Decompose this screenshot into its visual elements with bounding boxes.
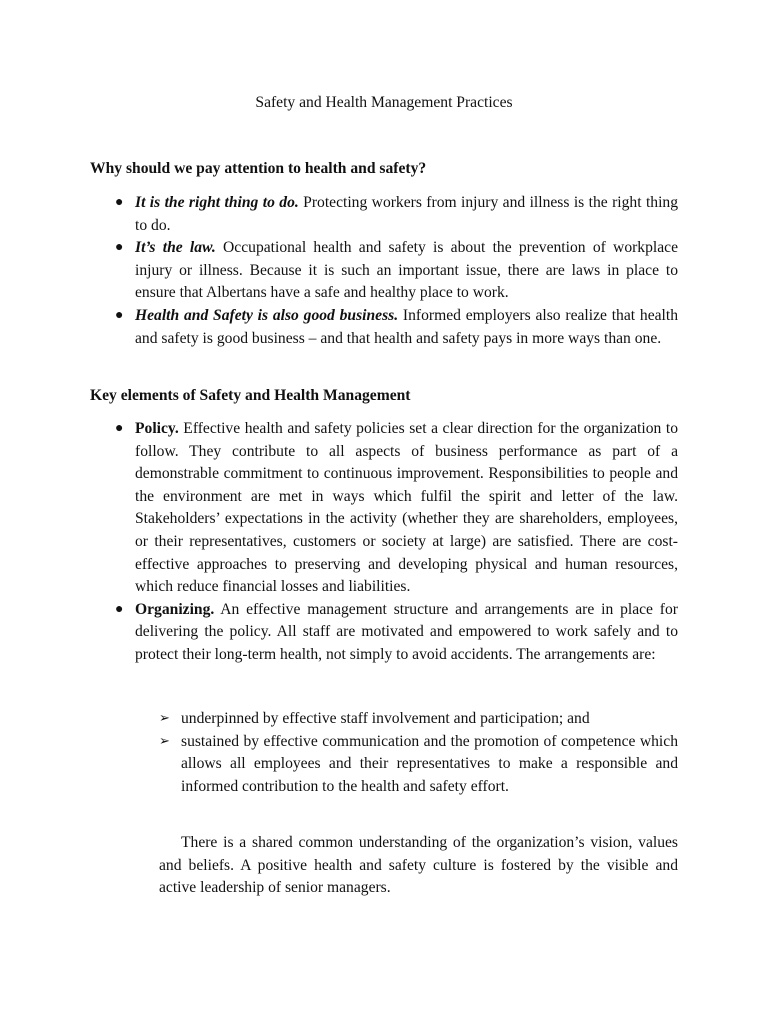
item-text: An effective management structure and arrangements are in place for delivering the policy. All staff are motivated and empowered to work safely and to protect their long-term health, not simply to avoid accidents. The arrangements are:: [135, 600, 678, 663]
arrangements-list: [159, 708, 678, 798]
sub-list-item: [159, 731, 678, 799]
section-heading-key-elements: Key elements of Safety and Health Management: [90, 387, 411, 404]
item-lead: It is the right thing to do.: [135, 194, 299, 211]
why-list: [115, 192, 679, 350]
list-item: [115, 237, 679, 305]
document-title: Safety and Health Management Practices: [255, 94, 513, 111]
culture-paragraph: There is a shared common understanding of the organization’s vision, values and beliefs. A positive health and safety culture is fostered by the visible and active leadership of senior managers.: [159, 834, 678, 897]
bullet-icon: ●: [115, 421, 124, 436]
item-lead: Policy.: [135, 420, 179, 437]
item-lead: Health and Safety is also good business.: [135, 306, 399, 324]
bullet-icon: ●: [115, 307, 124, 323]
arrow-bullet-icon: ➢: [159, 733, 170, 749]
sub-item-text: sustained by effective communication and the promotion of competence which allows all employees and their representatives to make a responsible and informed contribution to the health and safety effort.: [181, 732, 678, 795]
list-item: [115, 305, 678, 350]
bullet-icon: ●: [115, 240, 124, 256]
item-lead: Organizing.: [135, 600, 215, 618]
item-text: Occupational health and safety is about the prevention of workplace injury or illness. Because it is such an important issue, there are laws in place to ensure that Albertans have a safe and healthy place to work.: [135, 239, 679, 302]
section-heading-why: Why should we pay attention to health and safety?: [90, 160, 427, 177]
item-text: Protecting workers from injury and illness is the right thing to do.: [135, 194, 679, 234]
item-lead: It’s the law.: [135, 239, 216, 257]
bullet-icon: ●: [115, 601, 124, 617]
item-text: Informed employers also realize that health and safety is good business – and that health and safety pays in more ways than one.: [135, 306, 678, 347]
bullet-icon: ●: [115, 195, 124, 210]
list-item: [115, 599, 678, 667]
key-elements-list: [115, 418, 678, 667]
sub-item-text: underpinned by effective staff involvement and participation; and: [181, 710, 590, 727]
arrow-bullet-icon: ➢: [159, 711, 170, 726]
sub-list-item: [159, 708, 678, 731]
list-item: [115, 418, 678, 599]
item-text: Effective health and safety policies set a clear direction for the organization to follow. They contribute to all aspects of business performance as part of a demonstrable commitment to continuous improvement. Responsibilities to people and the environment are met in ways which fulfil the spirit and letter of the law. Stakeholders’ expectations in the activity (whether they are shareholders, employees, or their representatives, customers or society at large) are satisfied. There are cost-effective approaches to preserving and developing physical and human resources, which reduce financial losses and liabilities.: [135, 420, 678, 596]
list-item: [115, 192, 679, 237]
